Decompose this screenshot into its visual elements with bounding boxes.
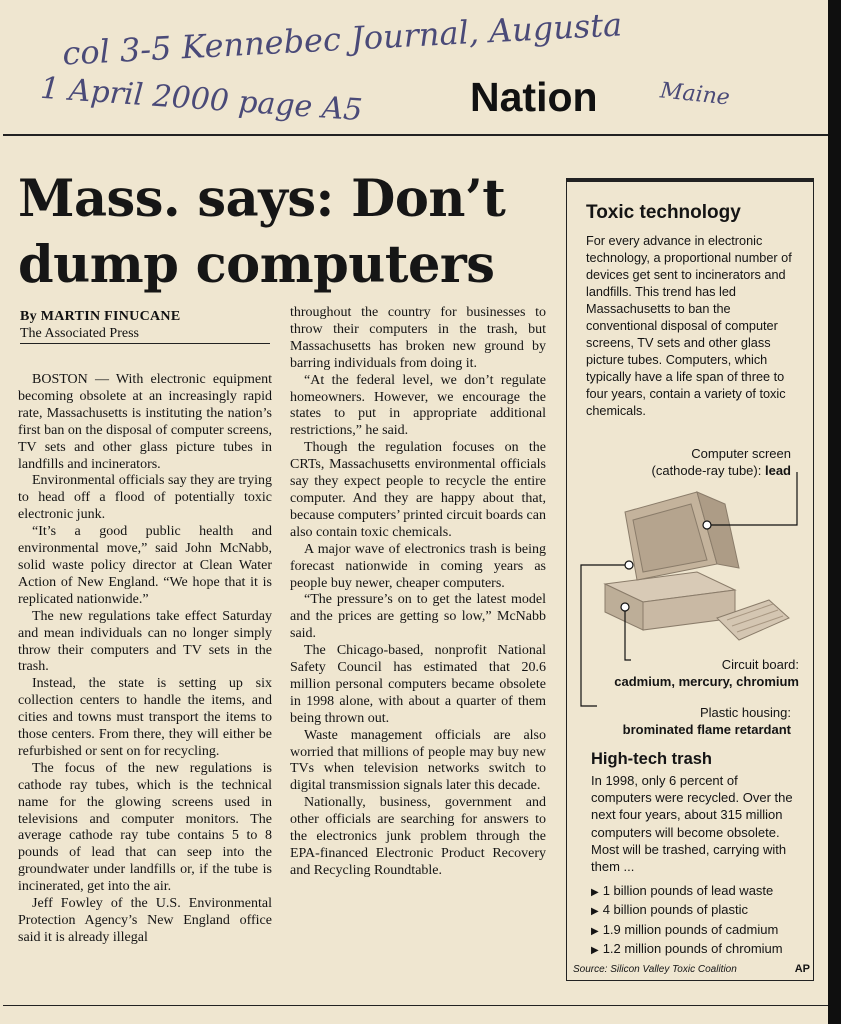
article-headline: Mass. says: Don’t dump computers [18, 169, 506, 295]
sidebar-source: Source: Silicon Valley Toxic Coalition [573, 964, 737, 975]
article-paragraph: Waste management officials are also worried that millions of people may buy new TVs when television networks switch to digital transmission signals later this decade. [290, 727, 546, 794]
article-paragraph: throughout the country for businesses to throw their computers in the trash, but Massachusetts has broken new ground by barring individuals from doing it. [290, 305, 546, 371]
section-heading: Nation [470, 74, 598, 120]
article-paragraph: “It’s a good public health and environmental move,” said John McNabb, solid waste policy director at Clean Water Action of New England. “We hope that it is replicated nationwide.” [18, 524, 272, 607]
sidebar-credit: AP [794, 963, 810, 975]
byline-agency: The Associated Press [20, 326, 139, 341]
byline-author: By MARTIN FINUCANE [20, 309, 181, 324]
sidebar-subhead: High-tech trash [591, 750, 713, 768]
article-column-1 [18, 372, 272, 947]
handwritten-note-source: col 3-5 Kennebec Journal, Augusta [61, 5, 624, 73]
callout-board-label: Circuit board: [721, 657, 799, 672]
sidebar-intro: For every advance in electronic technology, a proportional number of devices get sent to incinerators and landfills. This trend has led Massachusetts to ban the conventional disposal of computer screens, TV sets and other glass picture tubes. Computers, which typically have a life span of three to four years, contain a variety of toxic chemicals. [586, 234, 792, 418]
article-paragraph: The focus of the new regulations is cathode ray tubes, which is the technical name for the glowing screens used in televisions and computer monitors. The average cathode ray tube contains 5 to 8 pounds of lead that can seep into the groundwater under landfills or, if the tube is incinerated, get into the air. [18, 760, 272, 895]
scan-background-edge [828, 0, 841, 1024]
callout-screen-toxin: lead [764, 463, 791, 478]
byline-rule [20, 343, 270, 344]
article-paragraph: Instead, the state is setting up six collection centers to handle the items, and cities and towns must transport the items to those centers. From there, they will either be refurbished or sent on for recycling. [18, 676, 272, 759]
callout-screen-label: Computer screen [691, 446, 791, 461]
list-item: ▶ 1 billion pounds of lead waste [591, 882, 783, 901]
article-paragraph: BOSTON — With electronic equipment becoming obsolete at an increasingly rapid rate, Massachusetts is instituting the nation’s first ban on the disposal of computer screens, TV sets and other glass picture tubes in landfills and incinerators. [18, 372, 272, 472]
callout-screen-detail: (cathode-ray tube): [651, 463, 762, 478]
article-paragraph: Though the regulation focuses on the CRTs, Massachusetts environmental officials say they expect people to recycle the entire computer. And they are happy about that, because computers’ printed circuit boards can also contain toxic chemicals. [290, 440, 546, 540]
article-column-2 [290, 305, 546, 880]
list-item: ▶ 1.2 million pounds of chromium [591, 940, 783, 959]
callout-board-toxin: cadmium, mercury, chromium [614, 674, 799, 689]
list-item: ▶ 4 billion pounds of plastic [591, 901, 783, 920]
toxic-technology-sidebar [566, 178, 814, 981]
sidebar-trash-text: In 1998, only 6 percent of computers were recycled. Over the next four years, about 315 million computers will become obsolete. Most will be trashed, carrying with them ... [591, 773, 793, 875]
bottom-rule [3, 1005, 828, 1006]
article-paragraph: “The pressure’s on to get the latest model and the prices are getting so low,” McNabb said. [290, 592, 546, 642]
sidebar-title: Toxic technology [586, 202, 741, 223]
callout-circuit-board [614, 656, 799, 690]
callout-housing-toxin: brominated flame retardant [622, 722, 791, 737]
callout-plastic-housing [623, 704, 791, 738]
toxin-list [591, 882, 783, 959]
byline [20, 308, 180, 342]
article-paragraph: The new regulations take effect Saturday and mean individuals can no longer simply throw their computers and TV sets in the trash. [18, 608, 272, 675]
callout-housing-label: Plastic housing: [699, 705, 791, 720]
article-paragraph: Nationally, business, government and other officials are searching for answers to the electronics junk problem through the EPA-financed Electronic Product Recovery and Recycling Roundtable. [290, 795, 546, 878]
article-paragraph: Jeff Fowley of the U.S. Environmental Protection Agency’s New England office said it is already illegal [18, 896, 272, 945]
list-item: ▶ 1.9 million pounds of cadmium [591, 921, 783, 940]
handwritten-note-date: 1 April 2000 page A5 [39, 70, 364, 129]
article-paragraph: The Chicago-based, nonprofit National Safety Council has estimated that 20.6 million personal computers became obsolete in 1998 alone, with about a quarter of them being thrown out. [290, 643, 546, 726]
article-paragraph: Environmental officials say they are trying to head off a flood of potentially toxic electronic junk. [18, 473, 272, 523]
article-paragraph: “At the federal level, we don’t regulate homeowners. However, we encourage the states to put in appropriate additional restrictions,” he said. [290, 372, 546, 439]
top-rule [3, 134, 828, 136]
article-paragraph: A major wave of electronics trash is being forecast nationwide in coming years as people buy newer, cheaper computers. [290, 541, 546, 591]
handwritten-note-state: Maine [658, 78, 731, 111]
